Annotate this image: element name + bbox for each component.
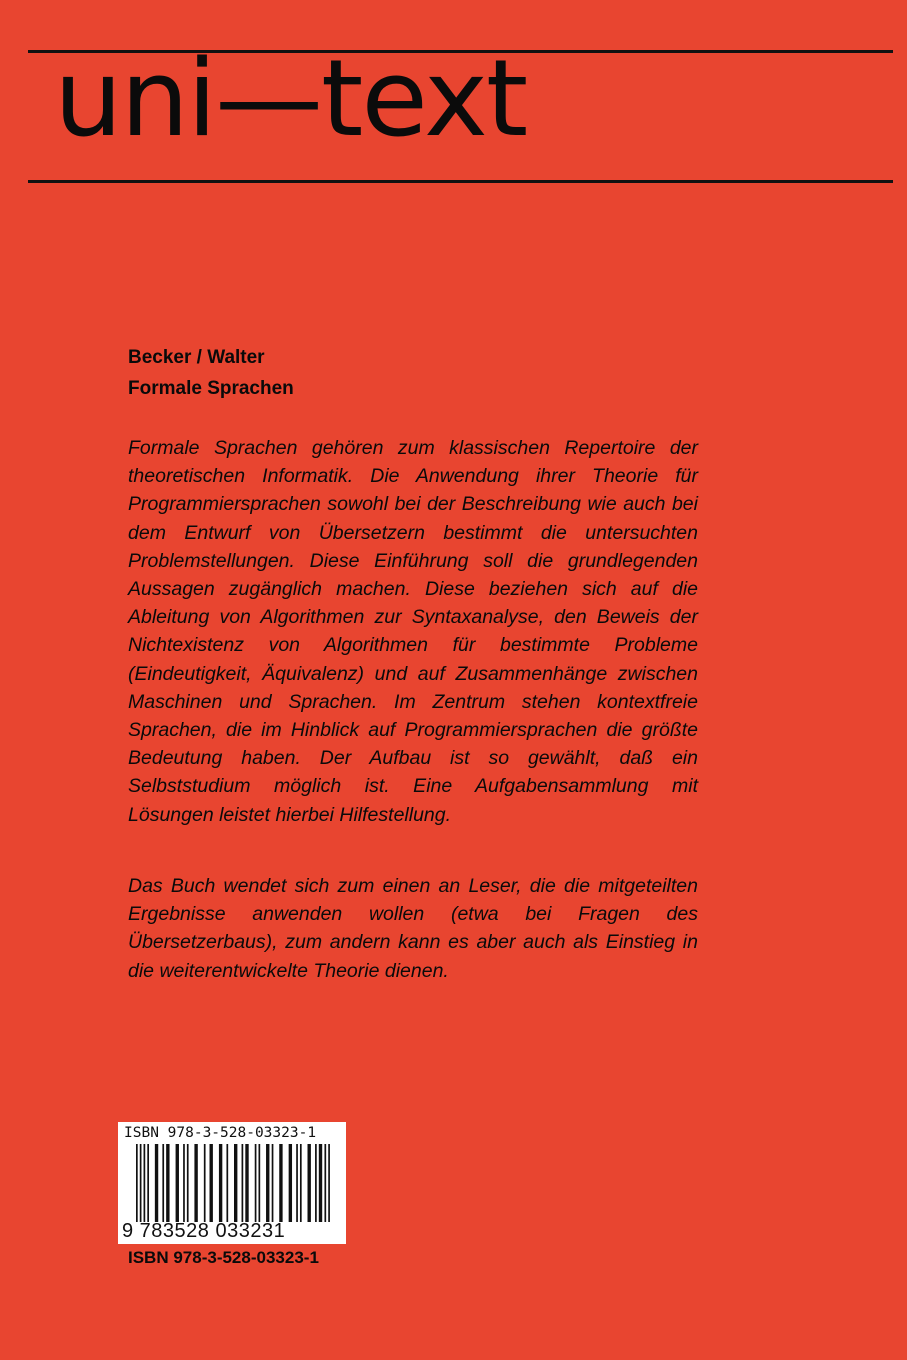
bottom-rule [28,180,893,183]
barcode-bars [136,1144,332,1222]
blurb-paragraph-1 [128,434,698,829]
barcode-bar [155,1144,158,1222]
barcode-bar [296,1144,298,1222]
barcode-bar [187,1144,189,1222]
blurb-paragraph-2 [128,872,698,985]
blurb-text-2: Das Buch wendet sich zum einen an Leser, die die mitgeteilten Ergebnisse anwenden wollen (etwa bei Fragen des Übersetzerbaus), zum andern kann es aber auch als Einstieg in die weiterentwickelte Theorie dienen. [128,875,698,982]
barcode-bar [289,1144,292,1222]
book-title: Formale Sprachen [128,378,294,399]
barcode-bar [136,1144,138,1222]
barcode-bar [272,1144,274,1222]
barcode-bar [245,1144,248,1222]
barcode-bar [328,1144,330,1222]
barcode-bar [255,1144,257,1222]
isbn-barcode [118,1122,346,1244]
barcode-bar [204,1144,206,1222]
barcode-bar [266,1144,269,1222]
barcode-bar [176,1144,179,1222]
book-authors: Becker / Walter [128,347,265,368]
barcode-bar [183,1144,185,1222]
barcode-bar [219,1144,222,1222]
barcode-bar [315,1144,317,1222]
barcode-bar [308,1144,311,1222]
barcode-isbn-label: ISBN 978-3-528-03323-1 [124,1125,317,1141]
series-title: uni—text [54,37,527,160]
barcode-bar [166,1144,169,1222]
barcode-bar [210,1144,213,1222]
blurb-text-1: Formale Sprachen gehören zum klassischen Repertoire der theoretischen Informatik. Die Anwendung ihrer Theorie für Programmiersprachen sowohl bei der Beschreibung wie auch bei dem Entwurf von Übersetzern bestimmt die untersuchten Problemstellungen. Diese Einführung soll die grundlegenden Aussagen zugänglich machen. Diese beziehen sich auf die Ableitung von Algorithmen zur Syntaxanalyse, den Beweis der Nichtexistenz von Algorithmen für bestimmte Probleme (Eindeutigkeit, Äquivalenz) und auf Zusammenhänge zwischen Maschinen und Sprachen. Im Zentrum stehen kontextfreie Sprachen, die im Hinblick auf Programmiersprachen die größte Bedeutung haben. Der Aufbau ist so gewählt, daß ein Selbststudium möglich ist. Eine Aufgabensammlung mit Lösungen leistet hierbei Hilfestellung. [128,437,698,826]
barcode-bar [242,1144,244,1222]
barcode-bar [140,1144,142,1222]
barcode-bar [144,1144,146,1222]
barcode-bar [162,1144,164,1222]
barcode-bar [194,1144,197,1222]
barcode-bar [300,1144,302,1222]
barcode-bar [279,1144,282,1222]
isbn-number: ISBN 978-3-528-03323-1 [128,1248,319,1267]
barcode-bar [324,1144,326,1222]
barcode-bar [226,1144,228,1222]
barcode-bar [234,1144,237,1222]
barcode-bar [319,1144,322,1222]
barcode-bar [147,1144,149,1222]
barcode-digits: 9 783528 033231 [122,1220,286,1242]
barcode-bar [259,1144,261,1222]
